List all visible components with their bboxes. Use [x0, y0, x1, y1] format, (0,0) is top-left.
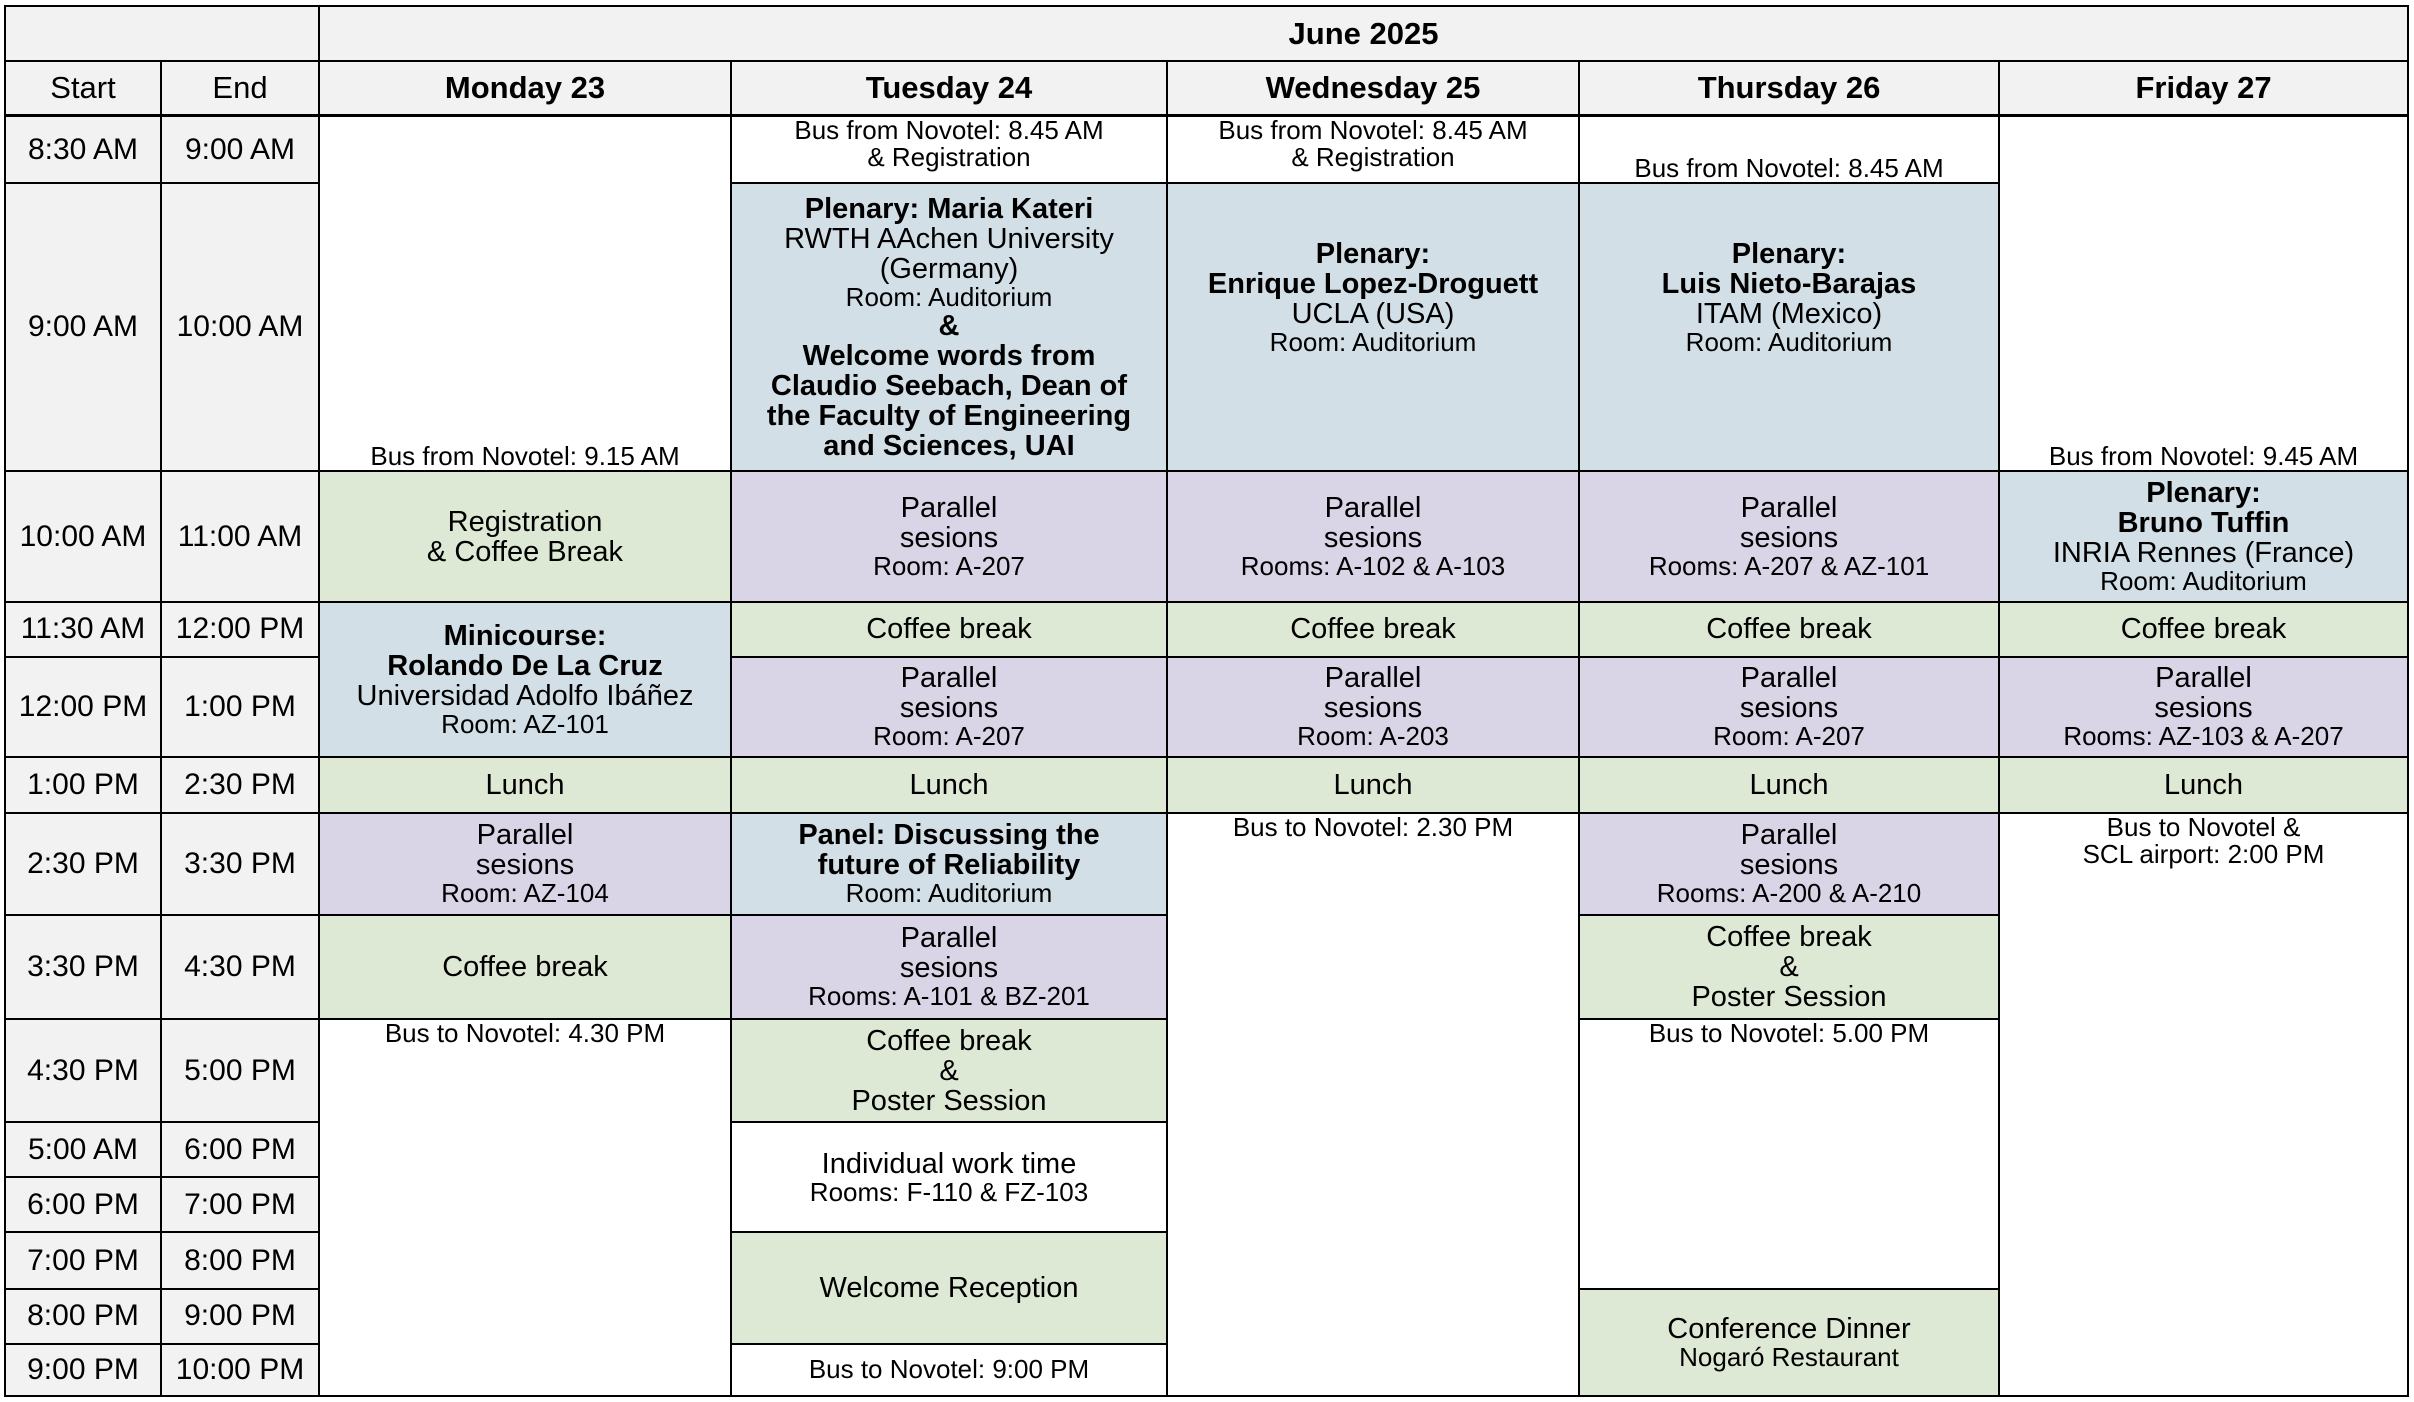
time-start: 9:00 PM [5, 1344, 161, 1396]
time-start: 3:30 PM [5, 915, 161, 1019]
time-start: 12:00 PM [5, 657, 161, 757]
day-header-wednesday: Wednesday 25 [1167, 61, 1579, 115]
time-end: 9:00 AM [161, 115, 319, 183]
session-label: Parallel [900, 922, 998, 955]
time-end: 12:00 PM [161, 602, 319, 657]
time-start: 7:00 PM [5, 1232, 161, 1288]
session-label: Parallel [1740, 819, 1838, 852]
session-label: sesions [1739, 692, 1839, 725]
session-room: Room: A-207 [873, 551, 1025, 581]
time-start: 9:00 AM [5, 183, 161, 471]
start-column-header: Start [5, 61, 161, 115]
friday-bus-morning [1999, 115, 2408, 471]
day-header-tuesday: Tuesday 24 [731, 61, 1167, 115]
friday-bus-airport [1999, 813, 2408, 1396]
minicourse-affiliation: Universidad Adolfo Ibáñez [356, 679, 694, 712]
panel-title-line-2: future of Reliability [817, 849, 1081, 882]
tuesday-lunch: Lunch [731, 757, 1167, 813]
welcome-line-3: the Faculty of Engineering [766, 399, 1132, 432]
plenary-speaker: Bruno Tuffin [2117, 507, 2290, 539]
work-label: Individual work time [821, 1147, 1077, 1180]
minicourse-speaker: Rolando De La Cruz [387, 649, 663, 682]
time-start: 1:00 PM [5, 757, 161, 813]
time-end: 2:30 PM [161, 757, 319, 813]
bus-text: Bus to Novotel: 9:00 PM [808, 1354, 1090, 1385]
session-label: Parallel [476, 819, 574, 852]
tuesday-panel [731, 813, 1167, 914]
monday-minicourse [319, 602, 731, 757]
thursday-plenary [1579, 183, 1999, 471]
thursday-coffee-break: Coffee break [1579, 602, 1999, 657]
welcome-line-4: and Sciences, UAI [823, 429, 1075, 462]
day-header-friday: Friday 27 [1999, 61, 2408, 115]
session-label: Parallel [2155, 662, 2252, 695]
session-label: sesions [1323, 522, 1423, 554]
tuesday-plenary [731, 183, 1167, 471]
poster-line: Poster Session [1691, 980, 1887, 1013]
tuesday-coffee-break: Coffee break [731, 602, 1167, 657]
bus-text: SCL airport: 2:00 PM [2082, 839, 2325, 870]
session-label: sesions [2154, 692, 2253, 725]
poster-line: Coffee break [1706, 920, 1872, 953]
plenary-title: Plenary: Maria Kateri [804, 192, 1094, 225]
session-room: Rooms: A-101 & BZ-201 [808, 981, 1090, 1012]
welcome-line-1: Welcome words from [802, 339, 1096, 372]
poster-line: & [1779, 950, 1799, 983]
session-label: sesions [1739, 522, 1839, 554]
session-room: Room: A-207 [873, 721, 1025, 752]
session-label: sesions [899, 692, 999, 725]
plenary-title: Plenary: [2146, 477, 2261, 509]
thursday-bus-evening [1579, 1019, 1999, 1289]
time-start: 5:00 AM [5, 1122, 161, 1177]
plenary-title: Plenary: [1731, 237, 1847, 270]
plenary-room: Room: Auditorium [845, 281, 1053, 312]
poster-line: Coffee break [866, 1024, 1032, 1057]
wednesday-plenary [1167, 183, 1579, 471]
time-start: 8:30 AM [5, 115, 161, 183]
session-label: Parallel [900, 492, 998, 524]
plenary-speaker: Luis Nieto-Barajas [1661, 267, 1917, 300]
session-label: sesions [475, 849, 575, 882]
bus-text: Bus to Novotel: 4.30 PM [384, 1018, 666, 1048]
month-header: June 2025 [319, 6, 2408, 61]
time-end: 5:00 PM [161, 1019, 319, 1122]
bus-text: Bus to Novotel: 5.00 PM [1648, 1018, 1930, 1048]
time-start: 2:30 PM [5, 813, 161, 914]
friday-plenary [1999, 471, 2408, 601]
panel-room: Room: Auditorium [845, 878, 1053, 909]
tuesday-individual-work [731, 1122, 1167, 1232]
schedule-table [4, 5, 2409, 1397]
dinner-venue: Nogaró Restaurant [1679, 1341, 1899, 1372]
session-room: Room: A-203 [1297, 721, 1449, 752]
session-room: Room: A-207 [1713, 721, 1865, 752]
session-label: Parallel [1324, 492, 1422, 524]
tuesday-welcome-reception: Welcome Reception [731, 1232, 1167, 1343]
tuesday-parallel-sessions-noon [731, 657, 1167, 757]
tuesday-parallel-sessions-pm [731, 915, 1167, 1019]
monday-registration [319, 471, 731, 601]
wednesday-parallel-sessions-am [1167, 471, 1579, 601]
bus-text: Bus from Novotel: 9.45 AM [2048, 441, 2359, 472]
registration-line-2: & Coffee Break [426, 535, 624, 568]
time-end: 9:00 PM [161, 1289, 319, 1344]
plenary-affiliation: UCLA (USA) [1291, 297, 1455, 330]
tuesday-bus-evening [731, 1344, 1167, 1396]
time-end: 1:00 PM [161, 657, 319, 757]
time-end: 10:00 AM [161, 183, 319, 471]
time-start: 6:00 PM [5, 1177, 161, 1232]
plenary-room: Room: Auditorium [1269, 326, 1477, 357]
monday-coffee-break-pm: Coffee break [319, 915, 731, 1019]
wednesday-parallel-sessions-noon [1167, 657, 1579, 757]
bus-text: Bus from Novotel: 8.45 AM [1218, 115, 1528, 145]
tuesday-poster-session [731, 1019, 1167, 1122]
session-label: Parallel [1740, 492, 1838, 524]
monday-lunch: Lunch [319, 757, 731, 813]
thursday-parallel-sessions-noon [1579, 657, 1999, 757]
ampersand: & [938, 309, 960, 342]
time-end: 6:00 PM [161, 1122, 319, 1177]
session-room: Rooms: A-207 & AZ-101 [1648, 551, 1930, 581]
registration-text: & Registration [1291, 141, 1455, 172]
work-room: Rooms: F-110 & FZ-103 [809, 1176, 1089, 1207]
welcome-line-2: Claudio Seebach, Dean of [770, 369, 1128, 402]
friday-parallel-sessions-noon [1999, 657, 2408, 757]
plenary-affiliation: INRIA Rennes (France) [2052, 537, 2355, 569]
time-end: 4:30 PM [161, 915, 319, 1019]
session-label: Parallel [1740, 662, 1838, 695]
session-label: sesions [899, 952, 999, 985]
monday-bus-evening [319, 1019, 731, 1396]
wednesday-bus-evening [1167, 813, 1579, 1396]
plenary-room: Room: Auditorium [2100, 566, 2307, 596]
tuesday-parallel-sessions-am [731, 471, 1167, 601]
session-label: sesions [1739, 849, 1839, 882]
registration-line-1: Registration [447, 505, 603, 538]
session-label: sesions [1323, 692, 1423, 725]
time-end: 10:00 PM [161, 1344, 319, 1396]
session-room: Rooms: AZ-103 & A-207 [2063, 721, 2344, 752]
wednesday-bus-registration [1167, 115, 1579, 183]
day-header-thursday: Thursday 26 [1579, 61, 1999, 115]
time-start: 11:30 AM [5, 602, 161, 657]
dinner-title: Conference Dinner [1667, 1312, 1911, 1345]
plenary-speaker: Enrique Lopez-Droguett [1207, 267, 1539, 300]
thursday-bus-morning [1579, 115, 1999, 183]
time-start: 8:00 PM [5, 1289, 161, 1344]
time-end: 3:30 PM [161, 813, 319, 914]
minicourse-room: Room: AZ-101 [441, 708, 609, 739]
friday-coffee-break: Coffee break [1999, 602, 2408, 657]
thursday-poster-session [1579, 915, 1999, 1019]
wednesday-lunch: Lunch [1167, 757, 1579, 813]
friday-lunch: Lunch [1999, 757, 2408, 813]
session-room: Rooms: A-102 & A-103 [1240, 551, 1506, 581]
session-label: Parallel [900, 662, 998, 695]
session-room: Rooms: A-200 & A-210 [1656, 878, 1922, 909]
time-end: 8:00 PM [161, 1232, 319, 1288]
thursday-parallel-sessions-am [1579, 471, 1999, 601]
header-corner [5, 6, 319, 61]
session-room: Room: AZ-104 [441, 878, 609, 909]
bus-text: Bus from Novotel: 8.45 AM [1634, 153, 1944, 184]
monday-bus-morning [319, 115, 731, 471]
tuesday-bus-registration [731, 115, 1167, 183]
poster-line: Poster Session [851, 1084, 1047, 1117]
thursday-lunch: Lunch [1579, 757, 1999, 813]
bus-text: Bus to Novotel: 2.30 PM [1232, 813, 1514, 843]
time-start: 10:00 AM [5, 471, 161, 601]
monday-parallel-sessions-pm [319, 813, 731, 914]
session-label: Parallel [1324, 662, 1422, 695]
plenary-room: Room: Auditorium [1685, 326, 1893, 357]
plenary-country: (Germany) [879, 252, 1019, 285]
plenary-affiliation: RWTH AAchen University [784, 222, 1114, 255]
registration-text: & Registration [867, 141, 1031, 172]
plenary-title: Plenary: [1315, 237, 1431, 270]
thursday-conference-dinner [1579, 1289, 1999, 1396]
end-column-header: End [161, 61, 319, 115]
bus-text: Bus from Novotel: 8.45 AM [794, 115, 1104, 145]
bus-text: Bus from Novotel: 9.15 AM [370, 441, 680, 472]
minicourse-title: Minicourse: [443, 619, 607, 652]
thursday-parallel-sessions-pm [1579, 813, 1999, 914]
poster-line: & [939, 1054, 959, 1087]
session-label: sesions [899, 522, 999, 554]
wednesday-coffee-break: Coffee break [1167, 602, 1579, 657]
time-start: 4:30 PM [5, 1019, 161, 1122]
bus-text: Bus to Novotel & [2106, 813, 2301, 843]
day-header-monday: Monday 23 [319, 61, 731, 115]
panel-title-line-1: Panel: Discussing the [798, 819, 1100, 852]
plenary-affiliation: ITAM (Mexico) [1695, 297, 1883, 330]
time-end: 11:00 AM [161, 471, 319, 601]
time-end: 7:00 PM [161, 1177, 319, 1232]
